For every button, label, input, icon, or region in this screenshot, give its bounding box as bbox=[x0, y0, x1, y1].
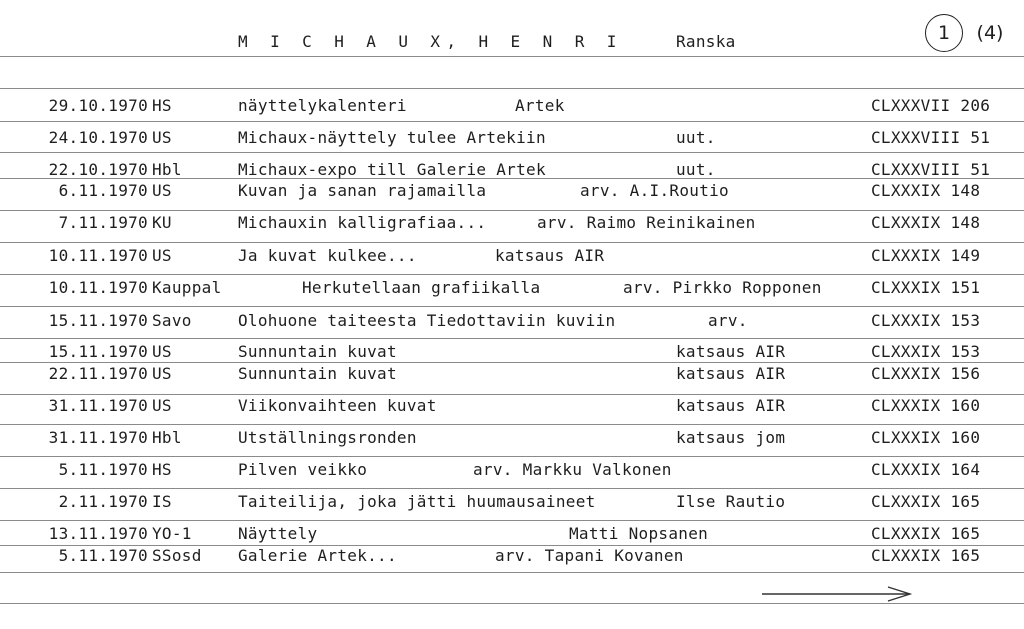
entry-title: Michaux-näyttely tulee Artekiin bbox=[238, 128, 546, 147]
entry-title: Michauxin kalligrafiaa... bbox=[238, 213, 487, 232]
entry-note: arv. Tapani Kovanen bbox=[495, 546, 684, 565]
entry-type: katsaus jom bbox=[676, 428, 786, 447]
header-rule bbox=[0, 56, 1024, 57]
row-rule bbox=[0, 572, 1024, 573]
row-rule bbox=[0, 306, 1024, 307]
card-number-circle bbox=[925, 14, 963, 52]
entry-source: Savo bbox=[152, 311, 192, 330]
entry-date: 15.11.1970 bbox=[48, 342, 148, 361]
row-rule bbox=[0, 152, 1024, 153]
entry-date: 10.11.1970 bbox=[48, 246, 148, 265]
entry-date: 22.11.1970 bbox=[48, 364, 148, 383]
entry-date: 5.11.1970 bbox=[58, 546, 148, 565]
row-rule bbox=[0, 456, 1024, 457]
entry-title: Taiteilija, joka jätti huumausaineet bbox=[238, 492, 596, 511]
entry-date: 2.11.1970 bbox=[58, 492, 148, 511]
row-rule bbox=[0, 394, 1024, 395]
entry-type: uut. bbox=[676, 160, 716, 179]
artist-country: Ranska bbox=[676, 32, 736, 51]
card-total: (4) bbox=[976, 22, 1004, 44]
entry-source: US bbox=[152, 128, 172, 147]
card-total-value: 4 bbox=[983, 22, 997, 44]
row-rule bbox=[0, 121, 1024, 122]
row-rule bbox=[0, 210, 1024, 211]
entry-ref: CLXXXIX 165 bbox=[871, 492, 981, 511]
entry-ref: CLXXXIX 165 bbox=[871, 546, 981, 565]
entry-date: 13.11.1970 bbox=[48, 524, 148, 543]
entry-date: 31.11.1970 bbox=[48, 428, 148, 447]
entry-source: SSosd bbox=[152, 546, 202, 565]
row-rule bbox=[0, 242, 1024, 243]
entry-source: KU bbox=[152, 213, 172, 232]
entry-type: katsaus AIR bbox=[676, 364, 786, 383]
artist-name: M I C H A U X, H E N R I bbox=[238, 32, 623, 51]
entry-source: US bbox=[152, 364, 172, 383]
row-rule bbox=[0, 424, 1024, 425]
entry-ref: CLXXXIX 153 bbox=[871, 342, 981, 361]
entry-note: arv. Markku Valkonen bbox=[473, 460, 672, 479]
entry-date: 24.10.1970 bbox=[48, 128, 148, 147]
entry-type: katsaus AIR bbox=[676, 342, 786, 361]
entry-title: Näyttely bbox=[238, 524, 318, 543]
entry-source: US bbox=[152, 246, 172, 265]
entry-ref: CLXXXVII 206 bbox=[871, 96, 991, 115]
entry-ref: CLXXXIX 151 bbox=[871, 278, 981, 297]
entry-ref: CLXXXIX 149 bbox=[871, 246, 981, 265]
card-number: 1 bbox=[937, 22, 951, 44]
entry-note: arv. Raimo Reinikainen bbox=[537, 213, 756, 232]
header-rule-2 bbox=[0, 88, 1024, 89]
entry-ref: CLXXXIX 156 bbox=[871, 364, 981, 383]
entry-type: uut. bbox=[676, 128, 716, 147]
entry-date: 22.10.1970 bbox=[48, 160, 148, 179]
entry-title: Michaux-expo till Galerie Artek bbox=[238, 160, 546, 179]
entry-ref: CLXXXVIII 51 bbox=[871, 160, 991, 179]
entry-source: US bbox=[152, 181, 172, 200]
entry-ref: CLXXXIX 165 bbox=[871, 524, 981, 543]
entry-source: US bbox=[152, 342, 172, 361]
entry-ref: CLXXXIX 153 bbox=[871, 311, 981, 330]
entry-source: HS bbox=[152, 460, 172, 479]
entry-source: US bbox=[152, 396, 172, 415]
entry-ref: CLXXXIX 148 bbox=[871, 213, 981, 232]
entry-source: HS bbox=[152, 96, 172, 115]
entry-title: näyttelykalenteri bbox=[238, 96, 407, 115]
entry-title: Viikonvaihteen kuvat bbox=[238, 396, 437, 415]
entry-title: Utställningsronden bbox=[238, 428, 417, 447]
entry-title: Kuvan ja sanan rajamailla bbox=[238, 181, 487, 200]
row-rule bbox=[0, 274, 1024, 275]
entry-note: Artek bbox=[515, 96, 565, 115]
entry-note: Matti Nopsanen bbox=[569, 524, 709, 543]
entry-date: 7.11.1970 bbox=[58, 213, 148, 232]
continue-arrow-icon bbox=[760, 583, 916, 605]
entry-source: Kauppal bbox=[152, 278, 222, 297]
row-rule bbox=[0, 338, 1024, 339]
entry-title: Olohuone taiteesta Tiedottaviin kuviin bbox=[238, 311, 616, 330]
entry-date: 6.11.1970 bbox=[58, 181, 148, 200]
card-total-parens bbox=[970, 16, 1010, 50]
entry-date: 29.10.1970 bbox=[48, 96, 148, 115]
entry-title: Sunnuntain kuvat bbox=[238, 342, 397, 361]
entry-note: katsaus AIR bbox=[495, 246, 605, 265]
entry-note: arv. A.I.Routio bbox=[580, 181, 729, 200]
entry-ref: CLXXXIX 160 bbox=[871, 396, 981, 415]
entry-type: katsaus AIR bbox=[676, 396, 786, 415]
entry-source: YO-1 bbox=[152, 524, 192, 543]
entry-date: 31.11.1970 bbox=[48, 396, 148, 415]
entry-ref: CLXXXVIII 51 bbox=[871, 128, 991, 147]
entry-date: 15.11.1970 bbox=[48, 311, 148, 330]
entry-note: Ilse Rautio bbox=[676, 492, 786, 511]
entry-title: Sunnuntain kuvat bbox=[238, 364, 397, 383]
entry-date: 5.11.1970 bbox=[58, 460, 148, 479]
entry-ref: CLXXXIX 160 bbox=[871, 428, 981, 447]
entry-note: arv. bbox=[708, 311, 748, 330]
entry-title: Ja kuvat kulkee... bbox=[238, 246, 417, 265]
entry-title: Galerie Artek... bbox=[238, 546, 397, 565]
entry-title: Herkutellaan grafiikalla bbox=[302, 278, 541, 297]
entry-source: IS bbox=[152, 492, 172, 511]
entry-note: arv. Pirkko Ropponen bbox=[623, 278, 822, 297]
entry-source: Hbl bbox=[152, 160, 182, 179]
entry-ref: CLXXXIX 164 bbox=[871, 460, 981, 479]
row-rule bbox=[0, 520, 1024, 521]
row-rule bbox=[0, 362, 1024, 363]
entry-date: 10.11.1970 bbox=[48, 278, 148, 297]
row-rule bbox=[0, 488, 1024, 489]
entry-source: Hbl bbox=[152, 428, 182, 447]
entry-ref: CLXXXIX 148 bbox=[871, 181, 981, 200]
entry-title: Pilven veikko bbox=[238, 460, 368, 479]
